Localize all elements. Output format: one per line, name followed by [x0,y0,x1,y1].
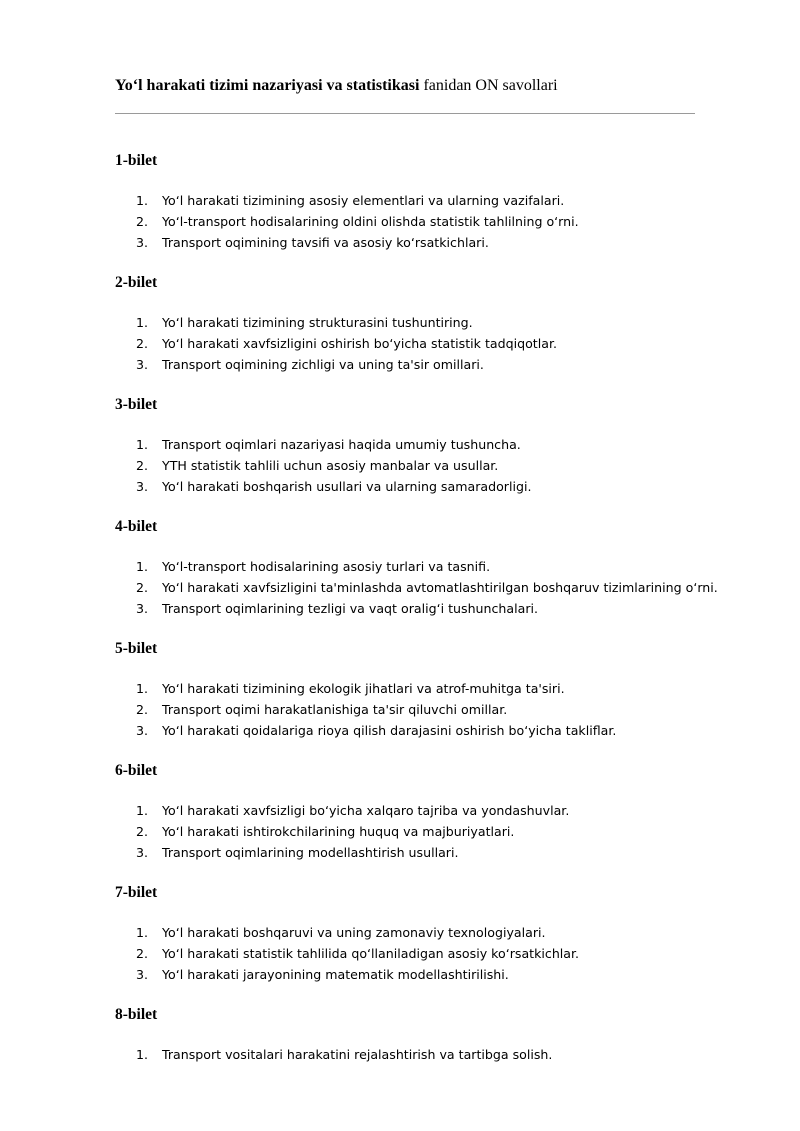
ticket-section [115,762,715,884]
question-text: Transport oqimi harakatlanishiga ta'sir qiluvchi omillar. [162,702,508,717]
title-divider [115,113,695,114]
question-item [115,699,715,720]
question-item [115,312,715,333]
question-item [115,434,715,455]
question-number: 3. [136,479,149,494]
ticket-heading: 1-bilet [115,152,158,169]
question-number: 2. [136,580,149,595]
question-number: 1. [136,559,149,574]
question-list [115,658,715,762]
question-item [115,476,715,497]
question-text: YTH statistik tahlili uchun asosiy manbalar va usullar. [162,458,499,473]
question-number: 2. [136,214,149,229]
question-number: 3. [136,235,149,250]
ticket-section [115,152,715,274]
question-item [115,190,715,211]
question-item [115,720,715,741]
question-number: 1. [136,437,149,452]
question-text: Yo‘l harakati jarayonining matematik modellashtirilishi. [162,967,509,982]
question-item [115,842,715,863]
question-text: Transport oqimlari nazariyasi haqida umumiy tushuncha. [162,437,521,452]
ticket-heading: 5-bilet [115,640,158,657]
question-item [115,232,715,253]
question-list [115,902,715,1006]
question-list [115,536,718,640]
question-item [115,211,715,232]
question-text: Yo‘l harakati xavfsizligini oshirish bo‘yicha statistik tadqiqotlar. [162,336,557,351]
question-item [115,922,715,943]
question-list [115,292,715,396]
question-item [115,1044,715,1065]
ticket-section [115,518,718,640]
question-number: 1. [136,193,149,208]
question-text: Yo‘l harakati boshqarish usullari va ularning samaradorligi. [162,479,532,494]
question-number: 3. [136,967,149,982]
question-text: Yo‘l harakati boshqaruvi va uning zamonaviy texnologiyalari. [162,925,546,940]
question-number: 2. [136,702,149,717]
ticket-heading: 7-bilet [115,884,158,901]
question-text: Yo‘l harakati tizimining strukturasini tushuntiring. [162,315,473,330]
document-title-rest: fanidan ON savollari [419,77,558,94]
question-item [115,964,715,985]
question-item [115,333,715,354]
question-item [115,598,715,619]
question-text: Yo‘l harakati tizimining ekologik jihatlari va atrof-muhitga ta'siri. [162,681,565,696]
ticket-section [115,274,715,396]
question-text: Transport oqimlarining tezligi va vaqt oralig‘i tushunchalari. [162,601,539,616]
question-text: Transport oqimlarining modellashtirish usullari. [162,845,459,860]
question-list [115,1024,715,1086]
question-number: 2. [136,458,149,473]
question-number: 3. [136,601,149,616]
question-number: 3. [136,723,149,738]
question-text: Transport vositalari harakatini rejalashtirish va tartibga solish. [162,1047,553,1062]
question-text: Yo‘l harakati ishtirokchilarining huquq va majburiyatlari. [162,824,515,839]
question-number: 3. [136,357,149,372]
question-list [115,414,715,518]
ticket-section [115,884,715,1006]
question-text: Yo‘l harakati xavfsizligi bo‘yicha xalqaro tajriba va yondashuvlar. [162,803,570,818]
question-text: Yo‘l harakati xavfsizligini ta'minlashda avtomatlashtirilgan boshqaruv tizimlarining o‘rni. [162,580,718,595]
question-number: 2. [136,946,149,961]
question-number: 1. [136,925,149,940]
question-number: 2. [136,336,149,351]
question-text: Yo‘l harakati statistik tahlilida qo‘llaniladigan asosiy ko‘rsatkichlar. [162,946,580,961]
question-item [115,556,715,577]
question-number: 2. [136,824,149,839]
ticket-section [115,1006,715,1086]
question-item [115,943,715,964]
question-number: 1. [136,315,149,330]
ticket-section [115,396,715,518]
ticket-heading: 3-bilet [115,396,158,413]
document-title [115,76,558,96]
question-list [115,780,715,884]
ticket-list [115,152,718,1086]
question-item [115,455,715,476]
question-text: Yo‘l harakati tizimining asosiy elementlari va ularning vazifalari. [162,193,565,208]
question-text: Transport oqimining tavsifi va asosiy ko‘rsatkichlari. [162,235,489,250]
question-text: Transport oqimining zichligi va uning ta'sir omillari. [162,357,484,372]
ticket-section [115,640,715,762]
question-item [115,678,715,699]
question-number: 1. [136,803,149,818]
question-text: Yo‘l harakati qoidalariga rioya qilish darajasini oshirish bo‘yicha takliflar. [162,723,617,738]
question-list [115,170,715,274]
ticket-heading: 8-bilet [115,1006,158,1023]
question-text: Yo‘l-transport hodisalarining oldini olishda statistik tahlilning o‘rni. [162,214,579,229]
question-item [115,577,718,598]
question-item [115,821,715,842]
question-text: Yo‘l-transport hodisalarining asosiy turlari va tasnifi. [162,559,491,574]
question-number: 1. [136,681,149,696]
question-item [115,800,715,821]
ticket-heading: 2-bilet [115,274,158,291]
question-number: 3. [136,845,149,860]
document-title-bold: Yo‘l harakati tizimi nazariyasi va statistikasi [115,77,420,94]
question-number: 1. [136,1047,149,1062]
question-item [115,354,715,375]
ticket-heading: 4-bilet [115,518,158,535]
ticket-heading: 6-bilet [115,762,158,779]
